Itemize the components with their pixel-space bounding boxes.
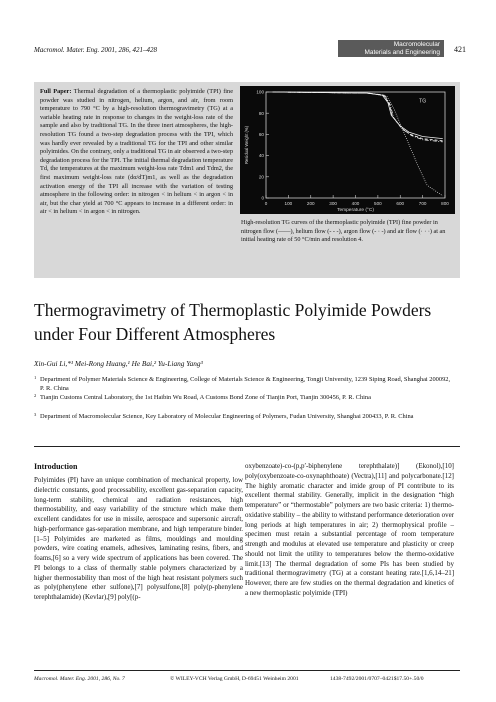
x-tick-label: 400: [351, 201, 360, 206]
affiliation-text: Department of Macromolecular Science, Key Laboratory of Molecular Engineering of Polymers, Fudan University, Shanghai 200433, P. R. China: [40, 413, 414, 420]
tg-chart: [240, 86, 455, 214]
section-heading: Introduction: [34, 462, 78, 471]
affiliation-text: Tianjin Customs Central Laboratory, the 1st Haibin Wu Road, A Customs Bond Zone of Tianjin Port, Tianjin 300456, P. R. China: [40, 394, 371, 401]
tg-annotation: TG: [419, 98, 427, 105]
section-divider: [34, 446, 460, 447]
affiliation-text: Department of Polymer Materials Science & Engineering, College of Materials Science & Engineering, Tongji University, 1239 Siping Road, Shanghai 200092, P. R. China: [40, 376, 451, 392]
x-tick-label: 700: [418, 201, 427, 206]
series-line-dash-dot: [273, 92, 443, 142]
authors: Xin-Gui Li,*¹ Mei-Rong Huang,¹ He Bai,² Yu-Liang Yang³: [34, 359, 203, 368]
y-tick-label: 40: [258, 153, 264, 159]
abstract-text: Thermal degradation of a thermoplastic polyimide (TPI) fine powder was studied in nitrogen, helium, argon, and air, from room temperature to 790 °C by a high-resolution thermogravimetry (TG) at a variable heating rate in response to changes in the weight-loss rate of the sample and also by traditional TG. In the three inert atmospheres, the high-resolution TG found a two-step degradation process with the TPI, which was hardly ever revealed by a traditional TG for the TPI and other similar polyimides. On the contrary, only a traditional TG in air observed a two-step degradation process for the TPI. The initial thermal degradation temperature Td, the temperatures at the maximum weight-loss rate Tdm1 and Tdm2, the first maximum weight-loss rate (dα/dT)m1, as well as the degradation activation energy of the TPI all increase with the variation of testing atmosphere in the following order: in nitrogen < in helium < in argon < in air, but the char yield at 700 °C appears to increase in a different order: in air < in helium < in argon < in nitrogen.: [40, 88, 233, 216]
figure-caption: High-resolution TG curves of the thermoplastic polyimide (TPI) fine powder in nitrogen flow (——), helium flow (- - -), argon flow (- · -) and air flow (· · ·) at an initial heating rate of 50 °C/min and resolution 4.: [241, 219, 446, 243]
y-tick-label: 20: [258, 174, 264, 180]
plot-frame: [266, 92, 445, 198]
x-tick-label: 0: [264, 201, 268, 206]
affiliation-1: [34, 376, 454, 393]
y-tick-label: 0: [261, 195, 264, 201]
abstract: [40, 88, 233, 217]
y-tick-label: 80: [258, 110, 264, 116]
series-line-solid: [273, 92, 443, 139]
x-tick-label: 600: [396, 201, 405, 206]
body-column-right: oxybenzoate)-co-(p,p′-biphenylene terephthalate)] (Ekonol),[10] poly(oxybenzoate-co-oxynaphthoate) (Vectra),[11] and polycarbonate.[12] The highly aromatic character and imide group of PI contribute to its excellent thermal stability. Generally, implicit in the designation “high temperature” or “thermostable” polymers are two basic criteria: 1) thermo-oxidative stability – the ability to withstand performance deterioration over long periods at high temperatures in air; 2) thermophysical profile – specimen must retain a substantial percentage of room temperature strength and modulus at elevated use temperature and plasticity or creep should not limit the utility to temperatures below the thermo-oxidative limit.[13] The thermal degradation of some PIs has been studied by traditional thermogravimetry (TG) at a constant heating rate.[1,6,14–21] However, there are few studies on the thermal degradation and kinetics of a new thermoplastic polyimide (TPI): [245, 462, 454, 597]
y-axis-label: Residual Weight (%): [244, 125, 249, 165]
footer-copyright: © WILEY-VCH Verlag GmbH, D-69451 Weinheim 2001: [170, 676, 299, 682]
x-axis-label: Temperature (°C): [337, 208, 374, 213]
article-title-line2: under Four Different Atmospheres: [34, 324, 276, 344]
x-tick-label: 800: [441, 201, 449, 206]
tg-figure: [240, 86, 455, 214]
footer-citation: Macromol. Mater. Eng. 2001, 286, No. 7: [34, 676, 125, 682]
y-tick-label: 60: [258, 132, 264, 137]
series-line-dotted: [273, 92, 443, 196]
x-tick-label: 300: [329, 201, 337, 206]
footer-issn: 1438-7492/2001/0707–0421$17.50+.50/0: [330, 676, 424, 682]
affiliation-3: [34, 413, 454, 422]
abstract-label: Full Paper:: [40, 88, 72, 95]
article-title: [34, 298, 454, 346]
footer-divider: [34, 670, 460, 671]
affiliation-2: [34, 394, 454, 403]
x-tick-label: 200: [306, 201, 315, 206]
journal-logo-line2: Materials and Engineering: [364, 48, 440, 56]
affiliation-number: 1: [34, 375, 37, 380]
y-tick-label: 100: [256, 89, 264, 95]
x-tick-label: 500: [374, 201, 382, 206]
x-tick-label: 100: [284, 201, 293, 206]
journal-logo: [338, 40, 444, 57]
series-line-dashed: [273, 92, 443, 141]
article-title-line1: Thermogravimetry of Thermoplastic Polyimide Powders: [34, 300, 432, 320]
affiliation-number: 2: [34, 393, 37, 398]
running-header-citation: Macromol. Mater. Eng. 2001, 286, 421–428: [34, 46, 158, 54]
journal-logo-line1: Macromolecular: [393, 41, 440, 48]
affiliation-number: 3: [34, 412, 37, 417]
page-number: 421: [454, 45, 466, 54]
body-column-left: Polyimides (PI) have an unique combination of mechanical property, low dielectric constants, good processability, excellent gas-separation capacity, long-term stability, chemical and radiation resistances, high thermostability, and easy variability of the structure which make them excellent candidates for use in missile, aerospace and supersonic aircraft, high-performance gas-separation membrane, and high temperature binder.[1–5] Polyimides are marketed as films, mouldings and moulding powders, wire coating enamels, adhesives, laminating resins, fibers, and foams,[6] so a very wide spectrum of applications has been covered. The PI belongs to a class of thermally stable polymers characterized by a higher thermostability than most of the high heat resistant polymers such as poly(phenylene ether sulfone),[7] polysulfone,[8] poly(p-phenylene terephthalamide) (Kevlar),[9] poly[(p-: [34, 476, 243, 601]
